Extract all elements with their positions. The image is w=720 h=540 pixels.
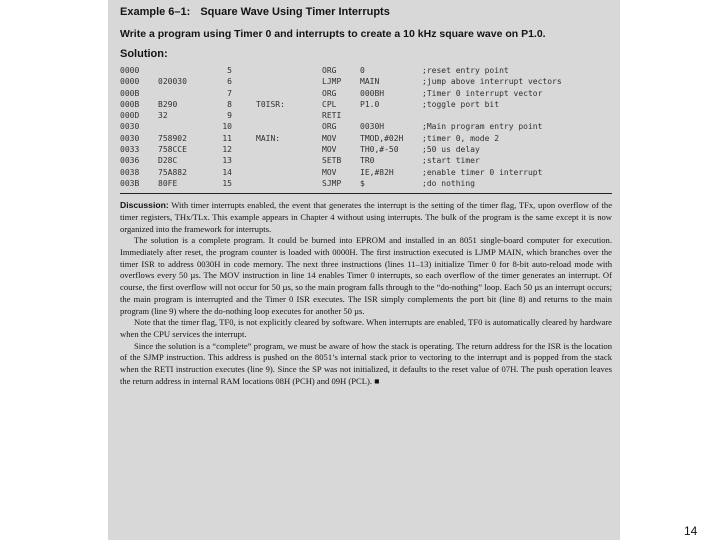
listing-object-code: 020030 bbox=[158, 77, 187, 87]
listing-object-code: 75A882 bbox=[158, 167, 187, 177]
listing-row bbox=[120, 88, 612, 99]
listing-address: 000B bbox=[120, 88, 140, 98]
solution-label: Solution: bbox=[120, 48, 168, 60]
listing-address: 000B bbox=[120, 99, 140, 109]
listing-comment: ;toggle port bit bbox=[422, 99, 500, 109]
listing-row bbox=[120, 133, 612, 144]
listing-mnemonic: CPL bbox=[322, 99, 337, 109]
listing-address: 0038 bbox=[120, 167, 140, 177]
listing-row bbox=[120, 167, 612, 178]
listing-address: 0000 bbox=[120, 66, 140, 75]
listing-mnemonic: SJMP bbox=[322, 178, 342, 188]
listing-operand: $ bbox=[360, 178, 365, 188]
listing-mnemonic: MOV bbox=[322, 133, 337, 143]
listing-comment: ;Main program entry point bbox=[422, 122, 543, 132]
listing-line-number: 10 bbox=[222, 122, 232, 132]
listing-mnemonic: MOV bbox=[322, 145, 337, 155]
listing-line-number: 13 bbox=[222, 156, 232, 166]
discussion bbox=[120, 200, 612, 387]
listing-mnemonic: LJMP bbox=[322, 77, 342, 87]
listing-mnemonic: MOV bbox=[322, 167, 337, 177]
discussion-lead: Discussion: bbox=[120, 200, 169, 211]
task-statement: Write a program using Timer 0 and interrupts to create a 10 kHz square wave on P1.0. bbox=[120, 28, 546, 40]
example-heading bbox=[120, 6, 612, 18]
listing-object-code: 32 bbox=[158, 111, 168, 121]
listing-address: 0033 bbox=[120, 145, 140, 155]
listing-line-number: 6 bbox=[227, 77, 232, 87]
listing-comment: ;reset entry point bbox=[422, 66, 509, 75]
listing-line-number: 12 bbox=[222, 145, 232, 155]
discussion-paragraph-3: Note that the timer flag, TF0, is not explicitly cleared by software. When interrupts are enabled, TF0 is automatically cleared by hardware when the CPU services the interrupt. bbox=[120, 317, 612, 339]
example-label: Example 6–1: bbox=[120, 6, 191, 18]
listing-address: 0000 bbox=[120, 77, 140, 87]
listing-comment: ;jump above interrupt vectors bbox=[422, 77, 562, 87]
listing-line-number: 9 bbox=[227, 111, 232, 121]
listing-comment: ;50 us delay bbox=[422, 145, 480, 155]
listing-operand: TH0,#-50 bbox=[360, 145, 399, 155]
listing-object-code: 80FE bbox=[158, 178, 178, 188]
listing-mnemonic: ORG bbox=[322, 66, 337, 75]
listing-object-code: 758CCE bbox=[158, 145, 187, 155]
listing-address: 003B bbox=[120, 178, 140, 188]
listing-mnemonic: RETI bbox=[322, 111, 342, 121]
listing-operand: 000BH bbox=[360, 88, 385, 98]
listing-row bbox=[120, 65, 612, 76]
listing-label: MAIN: bbox=[256, 133, 281, 143]
listing-operand: 0030H bbox=[360, 122, 385, 132]
listing-line-number: 11 bbox=[222, 133, 232, 143]
listing-comment: ;do nothing bbox=[422, 178, 475, 188]
listing-comment: ;timer 0, mode 2 bbox=[422, 133, 500, 143]
example-title: Square Wave Using Timer Interrupts bbox=[200, 6, 390, 18]
program-listing bbox=[120, 65, 612, 194]
listing-operand: P1.0 bbox=[360, 99, 380, 109]
listing-mnemonic: ORG bbox=[322, 122, 337, 132]
listing-comment: ;Timer 0 interrupt vector bbox=[422, 88, 543, 98]
listing-comment: ;enable timer 0 interrupt bbox=[422, 167, 543, 177]
listing-operand: 0 bbox=[360, 66, 365, 75]
textbook-page bbox=[120, 6, 612, 388]
listing-row bbox=[120, 178, 612, 189]
listing-object-code: 758902 bbox=[158, 133, 187, 143]
scanned-page bbox=[108, 0, 620, 540]
listing-line-number: 5 bbox=[227, 66, 232, 75]
listing-row bbox=[120, 121, 612, 132]
listing-address: 000D bbox=[120, 111, 140, 121]
listing-object-code: D28C bbox=[158, 156, 178, 166]
listing-row bbox=[120, 110, 612, 121]
listing-label: T0ISR: bbox=[256, 99, 285, 109]
listing-row bbox=[120, 155, 612, 166]
listing-object-code: B290 bbox=[158, 99, 178, 109]
listing-operand: IE,#82H bbox=[360, 167, 394, 177]
listing-mnemonic: SETB bbox=[322, 156, 342, 166]
slide-number: 14 bbox=[684, 524, 698, 538]
listing-row bbox=[120, 76, 612, 87]
listing-line-number: 15 bbox=[222, 178, 232, 188]
listing-mnemonic: ORG bbox=[322, 88, 337, 98]
listing-operand: MAIN bbox=[360, 77, 380, 87]
listing-operand: TMOD,#02H bbox=[360, 133, 404, 143]
discussion-paragraph-1: With timer interrupts enabled, the event that generates the interrupt is the setting of the timer flag, TFx, upon overflow of the timer registers, THx/TLx. This example appears in Chapter 4 without using interrupts. The bulk of the program is the same except it is now organized into the framework for interrupts. bbox=[120, 200, 613, 234]
discussion-paragraph-4: Since the solution is a “complete” program, we must be aware of how the stack is operating. The return address for the ISR is the location of the SJMP instruction. This address is pushed on the 8051’s internal stack prior to vectoring to the interrupt and is popped from the stack when the RETI instruction executes (line 9). Since the SP was not initialized, it defaults to the reset value of 07H. The push operation leaves the return address in internal RAM locations 08H (PCH) and 09H (PCL). ■ bbox=[120, 340, 612, 386]
listing-address: 0030 bbox=[120, 122, 140, 132]
discussion-paragraph-2: The solution is a complete program. It could be burned into EPROM and installed in an 8051 single-board computer for execution. Immediately after reset, the program counter is loaded with 0000H. The first instruction executed is LJMP MAIN, which branches over the timer ISR to address 0030H in code memory. The next three instructions (lines 11–13) initialize Timer 0 for 8-bit auto-reload mode with overflows every 50 µs. The MOV instruction in line 14 enables Timer 0 interrupts, so each overflow of the timer generates an interrupt. Of course, the first overflow will not occur for 50 µs, so the main program falls through to the “do-nothing” loop. Each 50 µs an interrupt occurs; the main program is interrupted and the Timer 0 ISR executes. The ISR simply complements the port bit (line 8) and returns to the main program (line 9) where the do-nothing loop executes for another 50 µs. bbox=[120, 235, 612, 316]
listing-line-number: 7 bbox=[227, 88, 232, 98]
listing-comment: ;start timer bbox=[422, 156, 480, 166]
listing-line-number: 8 bbox=[227, 99, 232, 109]
listing-address: 0036 bbox=[120, 156, 140, 166]
listing-address: 0030 bbox=[120, 133, 140, 143]
listing-row bbox=[120, 99, 612, 110]
listing-row bbox=[120, 144, 612, 155]
listing-operand: TR0 bbox=[360, 156, 375, 166]
listing-line-number: 14 bbox=[222, 167, 232, 177]
